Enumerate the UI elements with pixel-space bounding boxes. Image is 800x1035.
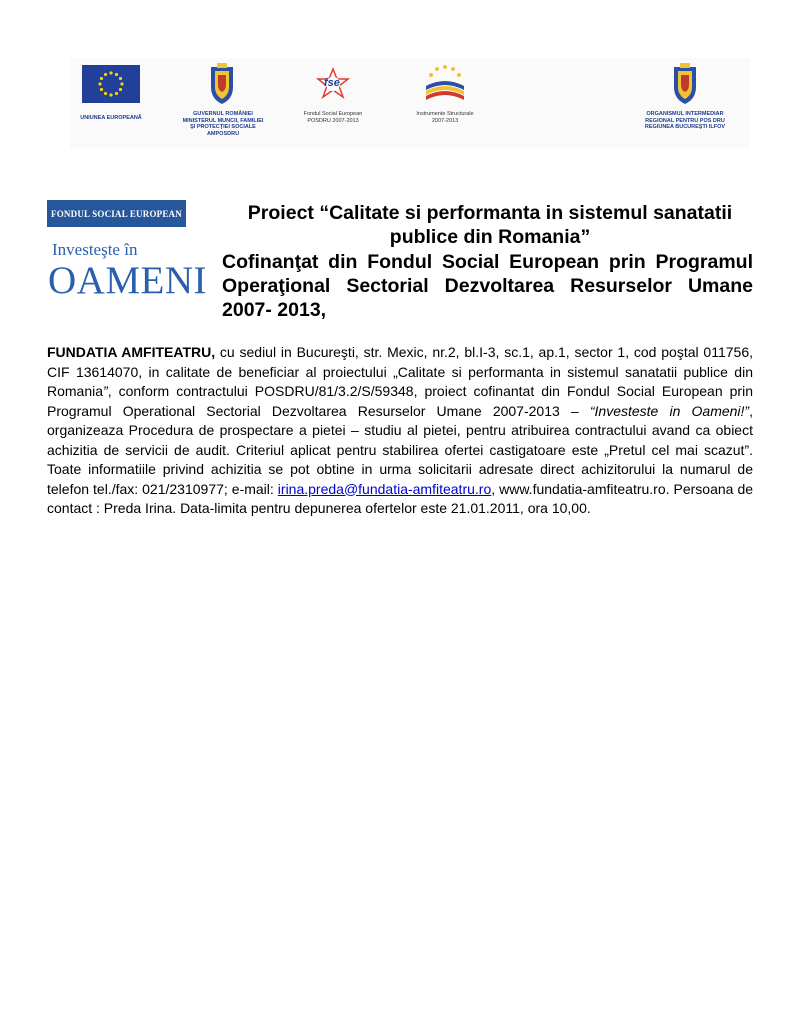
body-text-3: , organizeaza Procedura de prospectare a pietei – studiu al pietei, pentru atribuirea contractului avand ca obiect achizitia de servicii de audit. Criteriul aplicat pentru stabilirea ofertei castigatoare este „Pretul cel mai scazut”. Toate informatiile privind achizitia se pot obtine in urma solicitarii adresate direct achizitorului la numarul de telefon tel./fax: 021/2310977; e-mail: [47,402,753,497]
logo-strip [70,58,750,148]
romania-coat-of-arms-icon [207,63,237,110]
eu-stars-icon [82,65,140,103]
is-caption: Instrumente Structurale 2007-2013 [416,111,474,124]
fse-brand-bar: FONDUL SOCIAL EUROPEAN [47,200,186,227]
project-title: Proiect “Calitate si performanta in sistemul sanatatii publice din Romania” [247,202,733,248]
instrumente-structurale-logo-icon [420,62,470,113]
eu-caption: UNIUNEA EUROPEANĂ [80,115,142,121]
body-text-2: , conform contractului POSDRU/81/3.2/S/59348, proiect cofinantat din Fondul Social European prin Programul Operational Sectorial Dezvoltarea Resurselor Umane 2007-2013 – [47,383,753,419]
gov-caption: GUVERNUL ROMÂNIEI MINISTERUL MUNCII, FAMILIEI ŞI PROTECŢIEI SOCIALE AMPOSDRU [182,111,264,137]
invest-line: Investeşte în [52,240,138,259]
announcement-paragraph [47,343,753,519]
fse-logo-icon [313,67,353,108]
oi-caption: ORGANISMUL INTERMEDIAR REGIONAL PENTRU POS DRU REGIUNEA BUCUREŞTI ILFOV [644,111,726,130]
body-text-1: cu sediul in Bucureşti, str. Mexic, nr.2, bl.I-3, sc.1, ap.1, sector 1, cod poştal 011756, CIF 13614070, in calitate de beneficiar al proiectului „Calitate si performanta in sistemul sanatatii publice din Romania [47,344,753,399]
org-name: FUNDATIA AMFITEATRU [47,344,212,360]
body-quote-mark: ” [103,383,108,399]
slogan-text: “Investeste in Oameni!” [589,402,750,419]
oameni-logo-text: OAMENI [48,259,207,302]
email-link[interactable]: irina.preda@fundatia-amfiteatru.ro [277,480,492,497]
eu-flag-logo [82,65,140,103]
oi-coat-of-arms-icon [670,63,700,110]
cofinantat-heading: Cofinanţat din Fondul Social European prin Programul Operaţional Sectorial Dezvoltarea Resurselor Umane 2007- 2013, [222,251,753,321]
org-comma: , [211,344,216,360]
body-text-4: , www.fundatia-amfiteatru.ro. Persoana de contact : Preda Irina. Data-limita pentru depunerea ofertelor este 21.01.2011, ora 10,00. [47,480,754,516]
fse-caption: Fondul Social European POSDRU 2007-2013 [303,111,363,124]
fse-logo-text: fse [324,77,340,89]
